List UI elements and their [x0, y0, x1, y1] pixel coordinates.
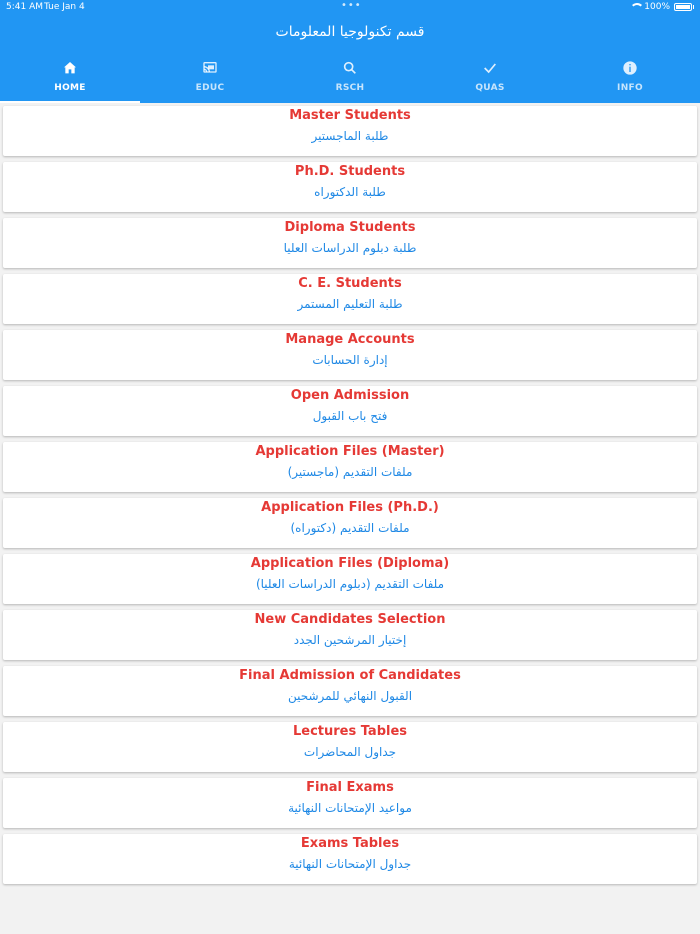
item-title: Application Files (Ph.D.)	[261, 500, 439, 515]
list-item-application-files-diploma[interactable]	[3, 554, 697, 604]
item-subtitle: طلبة دبلوم الدراسات العليا	[283, 241, 417, 255]
item-subtitle: طلبة الدكتوراه	[314, 185, 386, 199]
battery-percent: 100%	[644, 2, 670, 12]
check-icon	[482, 60, 498, 76]
item-subtitle: ملفات التقديم (ماجستير)	[287, 465, 413, 479]
item-subtitle: جداول المحاضرات	[303, 745, 397, 759]
tab-rsch[interactable]	[280, 55, 420, 103]
item-title: Open Admission	[290, 388, 410, 403]
app-header	[0, 0, 700, 103]
tab-label: EDUC	[195, 83, 225, 93]
page-title: قسم تكنولوجيا المعلومات	[275, 24, 425, 40]
list-item-diploma-students[interactable]	[3, 218, 697, 268]
item-title: C. E. Students	[298, 276, 402, 291]
cast-icon	[202, 60, 218, 76]
item-subtitle: القبول النهائي للمرشحين	[287, 689, 413, 703]
wifi-icon	[630, 3, 640, 11]
home-icon	[62, 60, 78, 76]
list-item-final-exams[interactable]	[3, 778, 697, 828]
list-item-open-admission[interactable]	[3, 386, 697, 436]
item-subtitle: طلبة الماجستير	[311, 129, 389, 143]
list-item-final-admission[interactable]	[3, 666, 697, 716]
item-subtitle: ملفات التقديم (دكتوراه)	[290, 521, 410, 535]
item-subtitle: مواعيد الإمتحانات النهائية	[288, 801, 412, 815]
list-item-new-candidates-selection[interactable]	[3, 610, 697, 660]
item-title: Final Exams	[306, 780, 394, 795]
tab-quas[interactable]	[420, 55, 560, 103]
tab-label: INFO	[617, 83, 643, 93]
list-item-lectures-tables[interactable]	[3, 722, 697, 772]
tab-home[interactable]	[0, 55, 140, 103]
list-item-application-files-phd[interactable]	[3, 498, 697, 548]
item-subtitle: فتح باب القبول	[312, 409, 388, 423]
list-item-exams-tables[interactable]	[3, 834, 697, 884]
battery-tip	[693, 5, 694, 9]
item-title: Final Admission of Candidates	[239, 668, 461, 683]
item-title: New Candidates Selection	[254, 612, 446, 627]
list-item-manage-accounts[interactable]	[3, 330, 697, 380]
battery-icon	[674, 3, 692, 11]
item-title: Lectures Tables	[292, 724, 408, 739]
multitasking-dots[interactable]: •••	[341, 0, 362, 11]
tab-label: RSCH	[335, 83, 365, 93]
list-item-master-students[interactable]	[3, 106, 697, 156]
tab-label: QUAS	[475, 83, 505, 93]
item-subtitle: إدارة الحسابات	[312, 353, 388, 367]
list-item-phd-students[interactable]	[3, 162, 697, 212]
info-icon	[622, 60, 638, 76]
item-subtitle: طلبة التعليم المستمر	[297, 297, 403, 311]
status-bar	[0, 0, 700, 14]
status-right	[630, 2, 694, 12]
status-time: 5:41 AM	[6, 2, 43, 12]
list-item-ce-students[interactable]	[3, 274, 697, 324]
item-title: Exams Tables	[300, 836, 400, 851]
tab-info[interactable]	[560, 55, 700, 103]
tab-educ[interactable]	[140, 55, 280, 103]
status-date: Tue Jan 4	[44, 2, 85, 12]
item-title: Diploma Students	[284, 220, 416, 235]
item-subtitle: إختيار المرشحين الجدد	[293, 633, 407, 647]
item-subtitle: ملفات التقديم (دبلوم الدراسات العليا)	[255, 577, 445, 591]
item-title: Master Students	[289, 108, 411, 123]
tab-label: HOME	[54, 83, 86, 93]
tab-bar	[0, 55, 700, 103]
item-title: Ph.D. Students	[294, 164, 406, 179]
item-subtitle: جداول الإمتحانات النهائية	[288, 857, 412, 871]
list-item-application-files-master[interactable]	[3, 442, 697, 492]
item-title: Application Files (Diploma)	[250, 556, 450, 571]
item-title: Manage Accounts	[285, 332, 415, 347]
menu-list	[3, 106, 697, 890]
item-title: Application Files (Master)	[255, 444, 445, 459]
search-icon	[342, 60, 358, 76]
